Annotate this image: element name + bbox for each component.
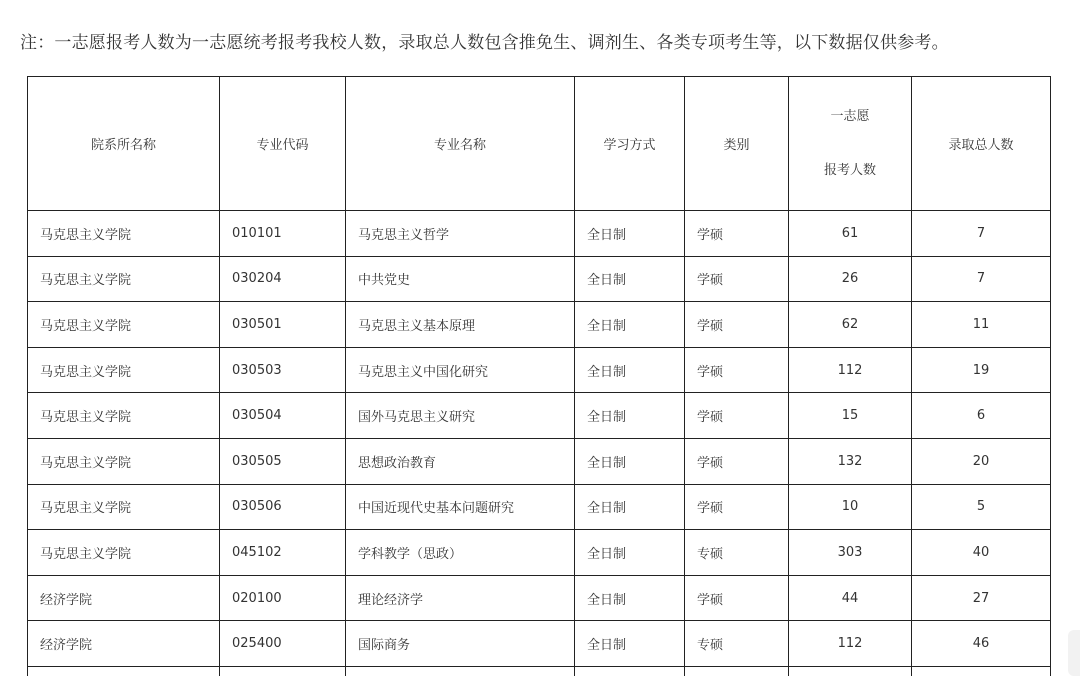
table-note: 注：一志愿报考人数为一志愿统考报考我校人数，录取总人数包含推免生、调剂生、各类专项考生等，以下数据仅供参考。 xyxy=(20,33,949,53)
cell-category: 学硕 xyxy=(685,484,789,530)
header-study-mode: 学习方式 xyxy=(575,77,685,211)
table-row xyxy=(28,211,1051,257)
cell-major: 马克思主义中国化研究 xyxy=(346,347,575,393)
cell-admitted: 27 xyxy=(912,575,1051,621)
cell-study-mode: 全日制 xyxy=(575,530,685,576)
cell-applicants: 10 xyxy=(789,484,912,530)
cell-department: 马克思主义学院 xyxy=(28,438,220,484)
header-applicants xyxy=(789,77,912,211)
cell-category: 学硕 xyxy=(685,256,789,302)
cell-admitted: 7 xyxy=(912,211,1051,257)
admissions-table xyxy=(27,76,1051,676)
cell-major xyxy=(346,666,575,676)
scrollbar-thumb[interactable] xyxy=(1068,630,1080,676)
cell-category: 学硕 xyxy=(685,347,789,393)
cell-applicants: 61 xyxy=(789,211,912,257)
cell-applicants: 303 xyxy=(789,530,912,576)
cell-applicants: 112 xyxy=(789,347,912,393)
header-code: 专业代码 xyxy=(220,77,346,211)
header-category: 类别 xyxy=(685,77,789,211)
table-row xyxy=(28,302,1051,348)
cell-study-mode: 全日制 xyxy=(575,438,685,484)
cell-category: 学硕 xyxy=(685,438,789,484)
cell-admitted: 46 xyxy=(912,621,1051,667)
cell-applicants: 112 xyxy=(789,621,912,667)
cell-applicants xyxy=(789,666,912,676)
header-applicants-line1: 一志愿 xyxy=(830,108,870,124)
cell-code: 010101 xyxy=(220,211,346,257)
cell-study-mode: 全日制 xyxy=(575,302,685,348)
cell-applicants: 15 xyxy=(789,393,912,439)
cell-study-mode: 全日制 xyxy=(575,575,685,621)
cell-applicants: 132 xyxy=(789,438,912,484)
table-row xyxy=(28,347,1051,393)
cell-code xyxy=(220,666,346,676)
header-department: 院系所名称 xyxy=(28,77,220,211)
cell-code: 020100 xyxy=(220,575,346,621)
cell-admitted: 19 xyxy=(912,347,1051,393)
cell-department: 马克思主义学院 xyxy=(28,302,220,348)
table-row xyxy=(28,666,1051,676)
cell-department: 马克思主义学院 xyxy=(28,347,220,393)
cell-category: 学硕 xyxy=(685,302,789,348)
cell-admitted: 40 xyxy=(912,530,1051,576)
cell-code: 045102 xyxy=(220,530,346,576)
cell-major: 理论经济学 xyxy=(346,575,575,621)
cell-category xyxy=(685,666,789,676)
cell-admitted: 11 xyxy=(912,302,1051,348)
cell-code: 025400 xyxy=(220,621,346,667)
cell-study-mode: 全日制 xyxy=(575,211,685,257)
cell-admitted: 7 xyxy=(912,256,1051,302)
cell-admitted: 20 xyxy=(912,438,1051,484)
header-admitted: 录取总人数 xyxy=(912,77,1051,211)
table-header-row xyxy=(28,77,1051,211)
cell-study-mode: 全日制 xyxy=(575,347,685,393)
cell-major: 马克思主义基本原理 xyxy=(346,302,575,348)
cell-applicants: 26 xyxy=(789,256,912,302)
cell-study-mode: 全日制 xyxy=(575,621,685,667)
cell-department: 经济学院 xyxy=(28,621,220,667)
cell-applicants: 44 xyxy=(789,575,912,621)
cell-study-mode: 全日制 xyxy=(575,484,685,530)
cell-code: 030504 xyxy=(220,393,346,439)
table-row xyxy=(28,256,1051,302)
cell-major: 马克思主义哲学 xyxy=(346,211,575,257)
header-applicants-gap xyxy=(801,126,899,162)
cell-department: 马克思主义学院 xyxy=(28,484,220,530)
cell-category: 专硕 xyxy=(685,530,789,576)
table-row xyxy=(28,484,1051,530)
cell-department: 马克思主义学院 xyxy=(28,211,220,257)
cell-major: 中国近现代史基本问题研究 xyxy=(346,484,575,530)
table-row xyxy=(28,438,1051,484)
table-row xyxy=(28,621,1051,667)
cell-category: 学硕 xyxy=(685,211,789,257)
cell-code: 030503 xyxy=(220,347,346,393)
cell-code: 030204 xyxy=(220,256,346,302)
cell-major: 中共党史 xyxy=(346,256,575,302)
cell-category: 学硕 xyxy=(685,393,789,439)
table-body xyxy=(28,211,1051,676)
cell-code: 030506 xyxy=(220,484,346,530)
cell-study-mode xyxy=(575,666,685,676)
cell-major: 国外马克思主义研究 xyxy=(346,393,575,439)
cell-code: 030505 xyxy=(220,438,346,484)
cell-applicants: 62 xyxy=(789,302,912,348)
header-major: 专业名称 xyxy=(346,77,575,211)
cell-major: 学科教学（思政） xyxy=(346,530,575,576)
cell-study-mode: 全日制 xyxy=(575,256,685,302)
cell-admitted: 5 xyxy=(912,484,1051,530)
cell-major: 国际商务 xyxy=(346,621,575,667)
cell-department: 马克思主义学院 xyxy=(28,393,220,439)
cell-department: 马克思主义学院 xyxy=(28,530,220,576)
cell-category: 学硕 xyxy=(685,575,789,621)
cell-department: 马克思主义学院 xyxy=(28,256,220,302)
cell-admitted xyxy=(912,666,1051,676)
cell-admitted: 6 xyxy=(912,393,1051,439)
table-row xyxy=(28,575,1051,621)
cell-department xyxy=(28,666,220,676)
cell-department: 经济学院 xyxy=(28,575,220,621)
cell-study-mode: 全日制 xyxy=(575,393,685,439)
table-row xyxy=(28,393,1051,439)
table-row xyxy=(28,530,1051,576)
header-applicants-line2: 报考人数 xyxy=(823,162,876,178)
cell-category: 专硕 xyxy=(685,621,789,667)
cell-code: 030501 xyxy=(220,302,346,348)
cell-major: 思想政治教育 xyxy=(346,438,575,484)
